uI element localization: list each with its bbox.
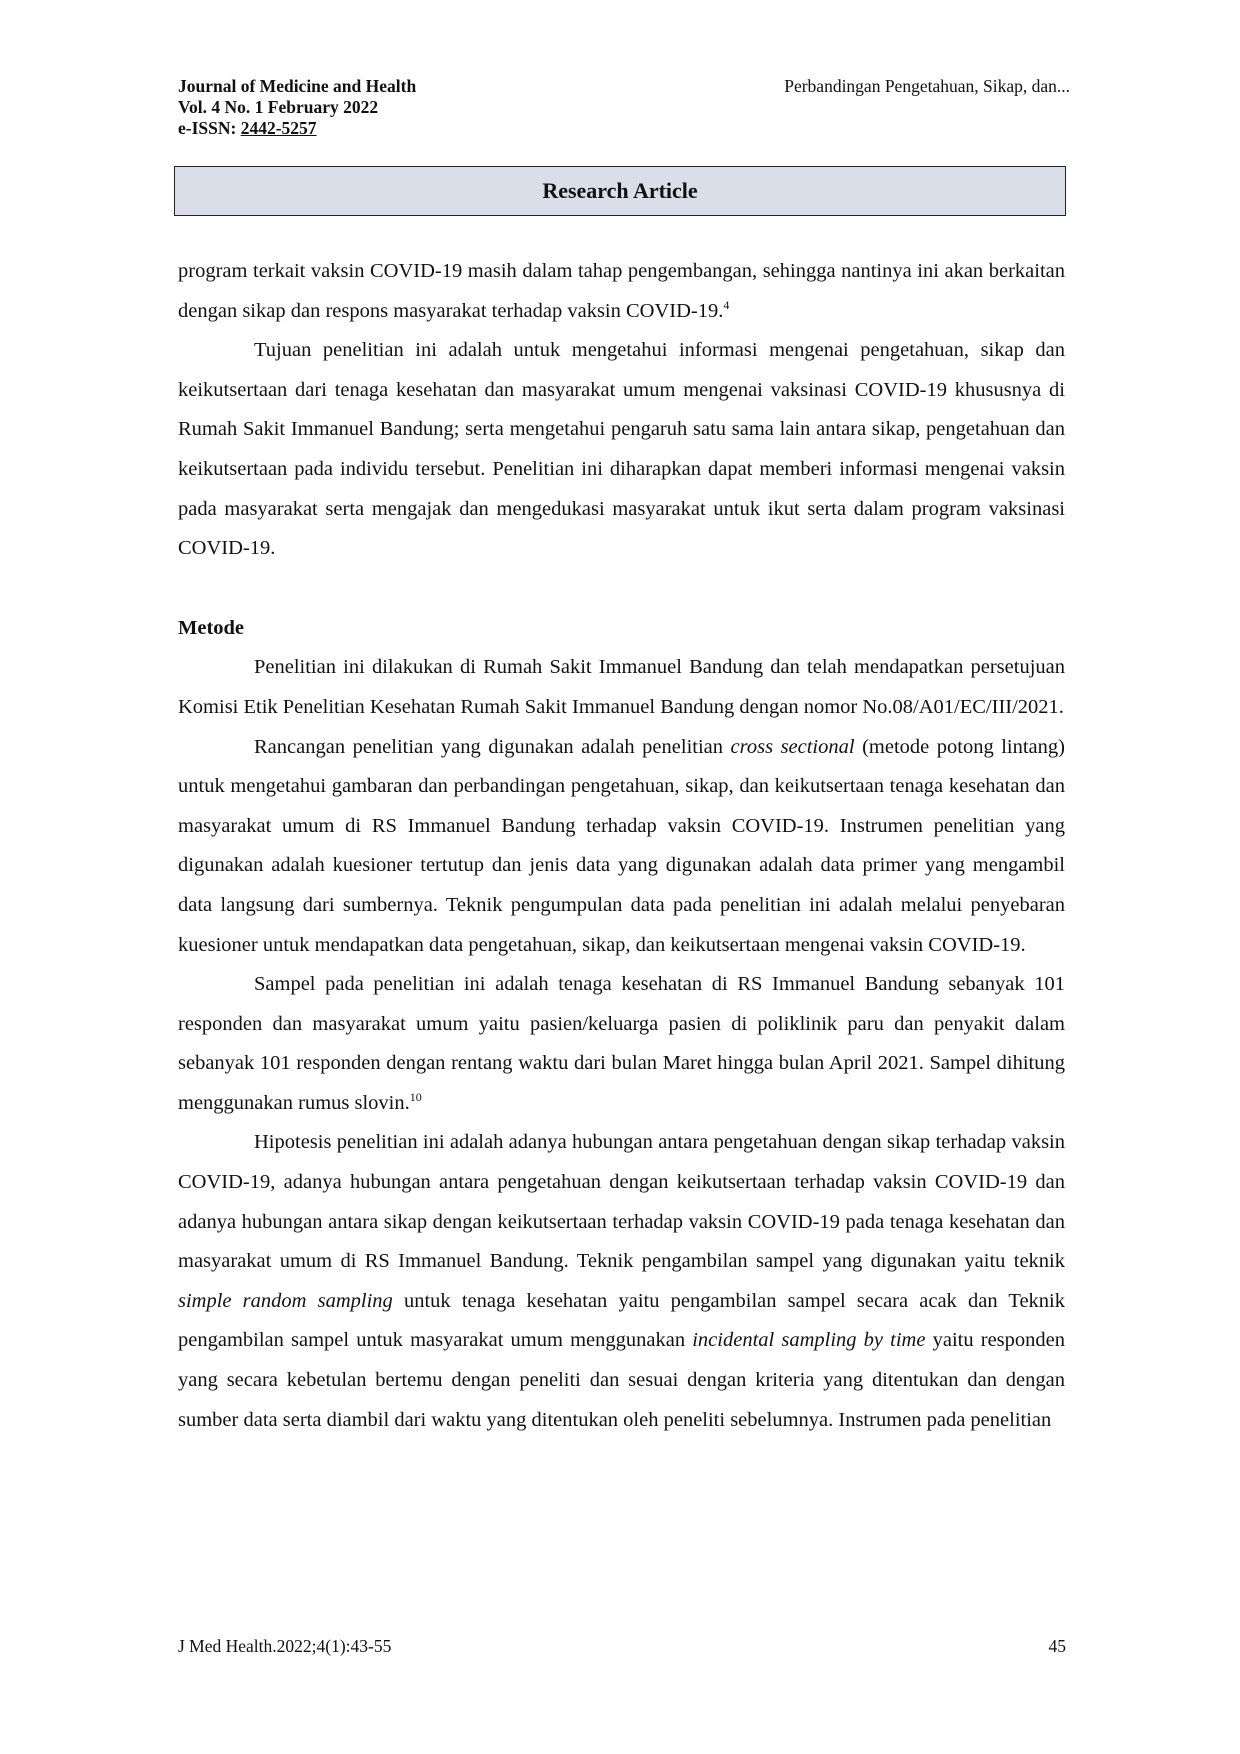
text-span: (metode potong lintang) untuk mengetahui gambaran dan perbandingan pengetahuan, sikap, dan keikutsertaan tenaga kesehatan dan masyarakat umum di RS Immanuel Bandung terhadap vaksin COVID-19. Instrumen penelitian yang digunakan adalah kuesioner tertutup dan jenis data yang digunakan adalah data primer yang mengambil data langsung dari sumbernya. Teknik pengumpulan data pada penelitian ini adalah melalui penyebaran kuesioner untuk mendapatkan data pengetahuan, sikap, dan keikutsertaan mengenai vaksin COVID-19. [178, 735, 1065, 956]
paragraph-ethics: Penelitian ini dilakukan di Rumah Sakit Immanuel Bandung dan telah mendapatkan persetujuan Komisi Etik Penelitian Kesehatan Rumah Sakit Immanuel Bandung dengan nomor No.08/A01/EC/III/2021. [178, 656, 1065, 718]
journal-info [178, 76, 416, 139]
running-title: Perbandingan Pengetahuan, Sikap, dan... [784, 76, 1070, 96]
page-number: 45 [1048, 1636, 1066, 1656]
paragraph-text: program terkait vaksin COVID-19 masih dalam tahap pengembangan, sehingga nantinya ini akan berkaitan dengan sikap dan respons masyarakat terhadap vaksin COVID-19. [178, 260, 1065, 322]
paragraph-intro-continuation [178, 252, 1065, 331]
text-span: Rancangan penelitian yang digunakan adalah penelitian [254, 735, 731, 758]
issn-link[interactable]: 2442-5257 [240, 118, 317, 138]
paragraph-objective: Tujuan penelitian ini adalah untuk mengetahui informasi mengenai pengetahuan, sikap dan keikutsertaan dari tenaga kesehatan dan masyarakat umum mengenai vaksinasi COVID-19 khususnya di Rumah Sakit Immanuel Bandung; serta mengetahui pengaruh satu sama lain antara sikap, pengetahuan dan keikutsertaan pada individu tersebut. Penelitian ini diharapkan dapat memberi informasi mengenai vaksin pada masyarakat serta mengajak dan mengedukasi masyarakat untuk ikut serta dalam program vaksinasi COVID-19. [178, 339, 1065, 560]
paragraph-text: Sampel pada penelitian ini adalah tenaga kesehatan di RS Immanuel Bandung sebanyak 101 responden dan masyarakat umum yaitu pasien/keluarga pasien di poliklinik paru dan penyakit dalam sebanyak 101 responden dengan rentang waktu dari bulan Maret hingga bulan April 2021. Sampel dihitung menggunakan rumus slovin. [178, 973, 1065, 1114]
reference-superscript: 10 [409, 1089, 422, 1104]
article-type-banner: Research Article [174, 166, 1066, 216]
footer-citation: J Med Health.2022;4(1):43-55 [178, 1636, 392, 1656]
text-span: untuk tenaga kesehatan yaitu pengambilan sampel secara acak dan Teknik pengambilan sampel untuk masyarakat umum menggunakan [178, 1289, 1065, 1352]
paragraph-hypothesis [178, 1123, 1065, 1440]
journal-volume: Vol. 4 No. 1 February 2022 [178, 97, 379, 117]
italic-term: incidental sampling by time [692, 1329, 926, 1352]
text-span: Hipotesis penelitian ini adalah adanya hubungan antara pengetahuan dengan sikap terhadap vaksin COVID-19, adanya hubungan antara pengetahuan dengan keikutsertaan terhadap vaksin COVID-19 dan adanya hubungan antara sikap dengan keikutsertaan terhadap vaksin COVID-19 pada tenaga kesehatan dan masyarakat umum di RS Immanuel Bandung. Teknik pengambilan sampel yang digunakan yaitu teknik [178, 1131, 1065, 1273]
issn-label: e-ISSN: [178, 118, 241, 138]
journal-issn [178, 118, 416, 139]
italic-term: cross sectional [730, 735, 855, 758]
reference-superscript: 4 [723, 297, 730, 312]
text-span: yaitu responden yang secara kebetulan bertemu dengan peneliti dan sesuai dengan kriteria yang ditentukan dan dengan sumber data serta diambil dari waktu yang ditentukan oleh peneliti sebelumnya. Instrumen pada penelitian [178, 1329, 1065, 1431]
paragraph-design [178, 728, 1065, 966]
article-body [178, 252, 1065, 1440]
italic-term: simple random sampling [178, 1289, 393, 1312]
paragraph-sample [178, 965, 1065, 1123]
section-heading-metode: Metode [178, 616, 245, 639]
journal-name: Journal of Medicine and Health [178, 76, 417, 96]
